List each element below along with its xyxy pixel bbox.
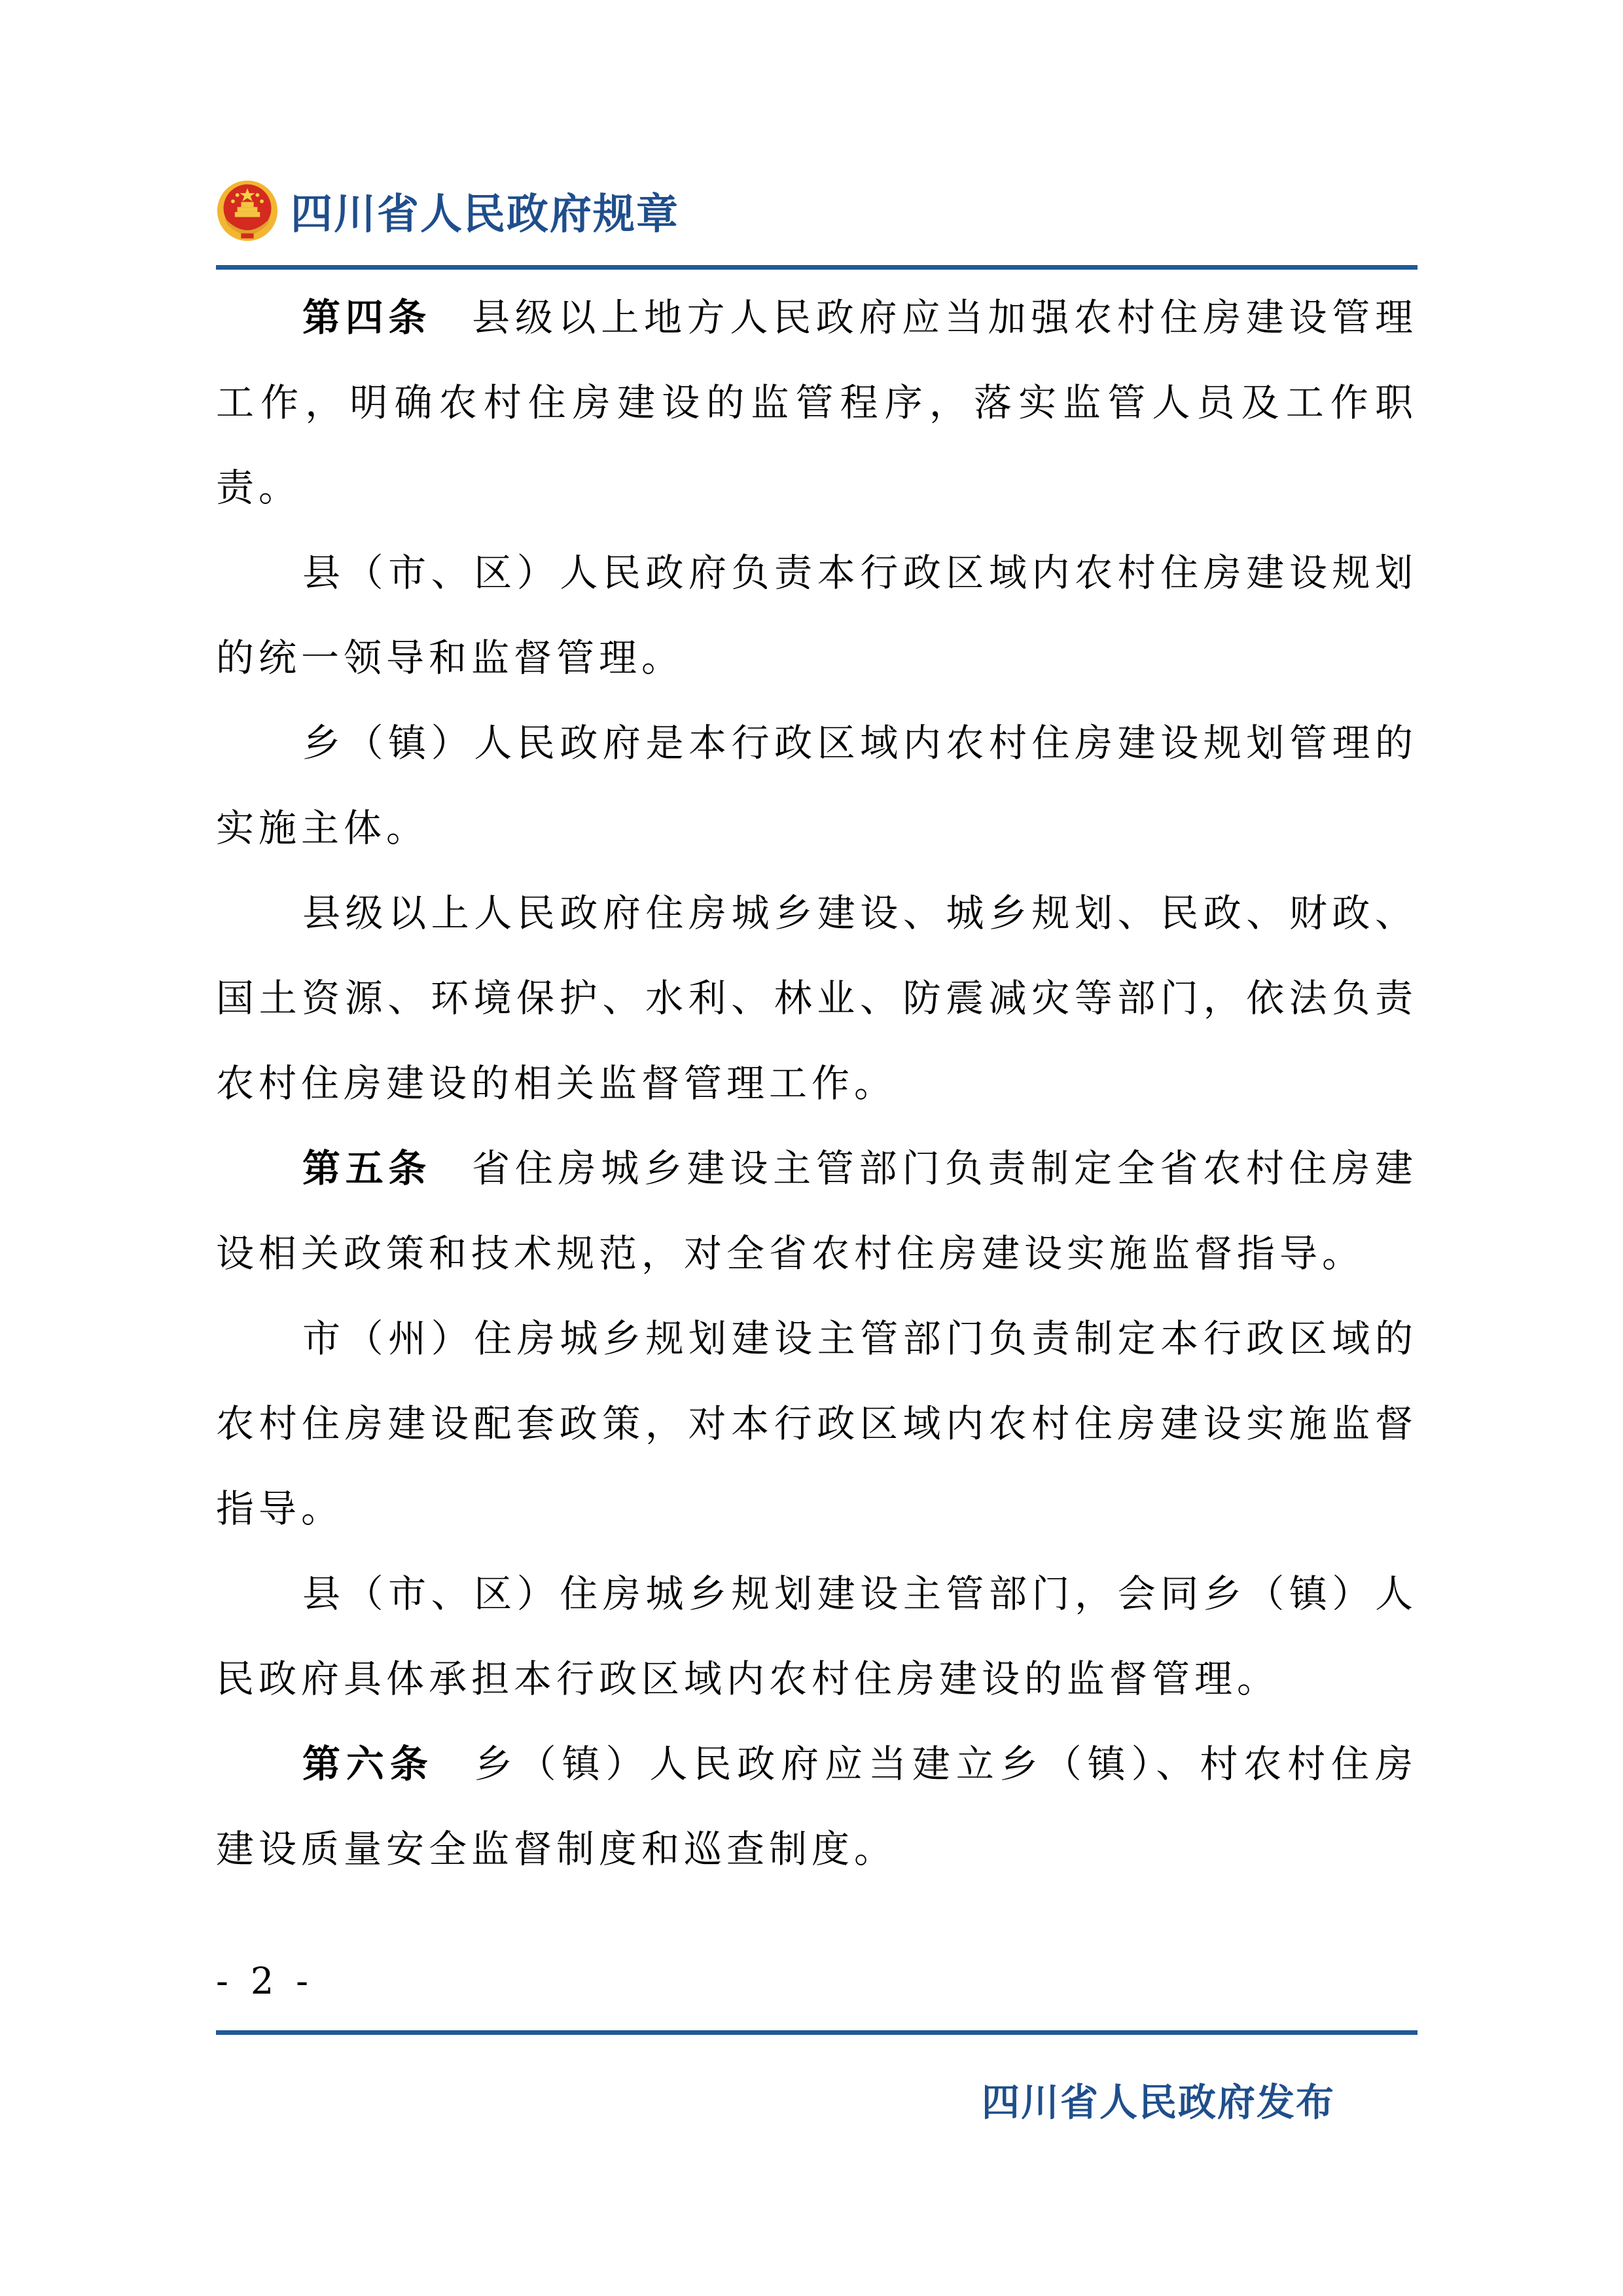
paragraph-text: 乡（镇）人民政府是本行政区域内农村住房建设规划管理的实施主体。 xyxy=(216,721,1418,850)
article-6-paragraph xyxy=(216,1721,1418,1892)
document-header xyxy=(216,178,679,243)
body-paragraph xyxy=(216,1551,1418,1721)
article-number: 第五条 xyxy=(302,1146,432,1191)
footer-divider xyxy=(216,2030,1418,2035)
paragraph-text: 市（州）住房城乡规划建设主管部门负责制定本行政区域的农村住房建设配套政策，对本行政区域内农村住房建设实施监督指导。 xyxy=(216,1316,1418,1531)
paragraph-text: 乡（镇）人民政府应当建立乡（镇）、村农村住房建设质量安全监督制度和巡查制度。 xyxy=(216,1742,1418,1871)
body-paragraph xyxy=(216,700,1418,870)
header-title: 四川省人民政府规章 xyxy=(291,190,679,239)
paragraph-text: 县（市、区）住房城乡规划建设主管部门，会同乡（镇）人民政府具体承担本行政区域内农村住房建设的监督管理。 xyxy=(216,1571,1418,1701)
paragraph-text: 省住房城乡建设主管部门负责制定全省农村住房建设相关政策和技术规范，对全省农村住房建设实施监督指导。 xyxy=(216,1146,1418,1276)
paragraph-text: 县级以上地方人民政府应当加强农村住房建设管理工作，明确农村住房建设的监管程序，落实监管人员及工作职责。 xyxy=(216,295,1418,510)
document-body xyxy=(216,275,1418,1892)
page-number: - 2 - xyxy=(216,1960,314,2003)
footer-publisher: 四川省人民政府发布 xyxy=(982,2080,1336,2125)
article-number: 第四条 xyxy=(302,295,432,340)
article-4-paragraph xyxy=(216,275,1418,530)
article-5-paragraph xyxy=(216,1126,1418,1296)
body-paragraph xyxy=(216,530,1418,700)
national-emblem-icon xyxy=(216,179,279,242)
body-paragraph xyxy=(216,1296,1418,1551)
paragraph-text: 县（市、区）人民政府负责本行政区域内农村住房建设规划的统一领导和监督管理。 xyxy=(216,550,1418,680)
article-number: 第六条 xyxy=(302,1742,434,1786)
header-divider xyxy=(216,265,1418,270)
body-paragraph xyxy=(216,870,1418,1126)
paragraph-text: 县级以上人民政府住房城乡建设、城乡规划、民政、财政、国土资源、环境保护、水利、林业、防震减灾等部门，依法负责农村住房建设的相关监督管理工作。 xyxy=(216,891,1418,1105)
